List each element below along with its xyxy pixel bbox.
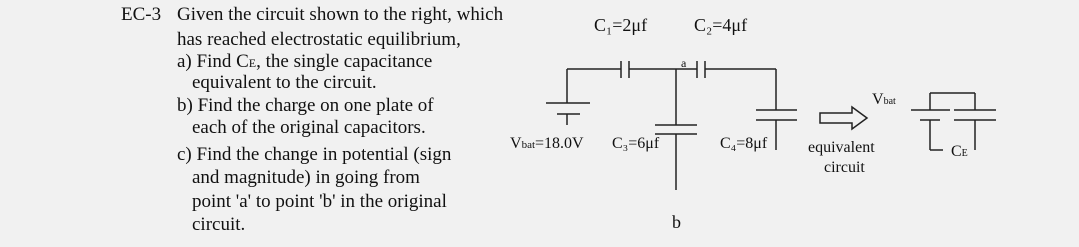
problem-line-1: Given the circuit shown to the right, which: [177, 4, 504, 25]
part-a-text: a) Find C: [177, 51, 249, 72]
c2-label: C₂=4μf: [694, 15, 748, 35]
problem-line-6: each of the original capacitors.: [192, 117, 426, 138]
equivalent-arrow: [820, 107, 867, 129]
eq-vbat-subscript: bat: [883, 96, 896, 107]
vbat-label: [510, 136, 584, 153]
vbat-subscript: bat: [521, 139, 536, 151]
part-a-rest: , the single capacitance: [256, 51, 433, 72]
ce-label-subscript: E: [961, 148, 968, 159]
equivalent-label-line-1: equivalent: [808, 139, 875, 156]
c4-label: C₄=8μf: [720, 135, 768, 152]
problem-id: EC-3: [121, 4, 162, 25]
c3-label: C₃=6μf: [612, 135, 660, 152]
eq-vbat-prefix: V: [872, 91, 884, 108]
problem-line-10: circuit.: [192, 214, 246, 235]
vbat-value: =18.0V: [535, 135, 584, 152]
problem-line-2: has reached electrostatic equilibrium,: [177, 29, 461, 50]
ce-label: [951, 144, 968, 162]
problem-part-b: b) Find the charge on one plate of: [177, 95, 434, 116]
eq-vbat-label: [872, 92, 896, 110]
node-a-label: a: [681, 56, 687, 70]
problem-part-c: c) Find the change in potential (sign: [177, 144, 452, 165]
problem-line-8: and magnitude) in going from: [192, 167, 420, 188]
ce-prefix: C: [951, 143, 962, 160]
ce-subscript: E: [248, 56, 257, 70]
vbat-prefix: V: [510, 135, 522, 152]
equivalent-label-line-2: circuit: [824, 159, 865, 176]
node-b-label: b: [672, 212, 681, 232]
problem-line-4: equivalent to the circuit.: [192, 72, 377, 93]
problem-line-9: point 'a' to point 'b' in the original: [192, 191, 447, 212]
c1-label: C₁=2μf: [594, 15, 648, 35]
